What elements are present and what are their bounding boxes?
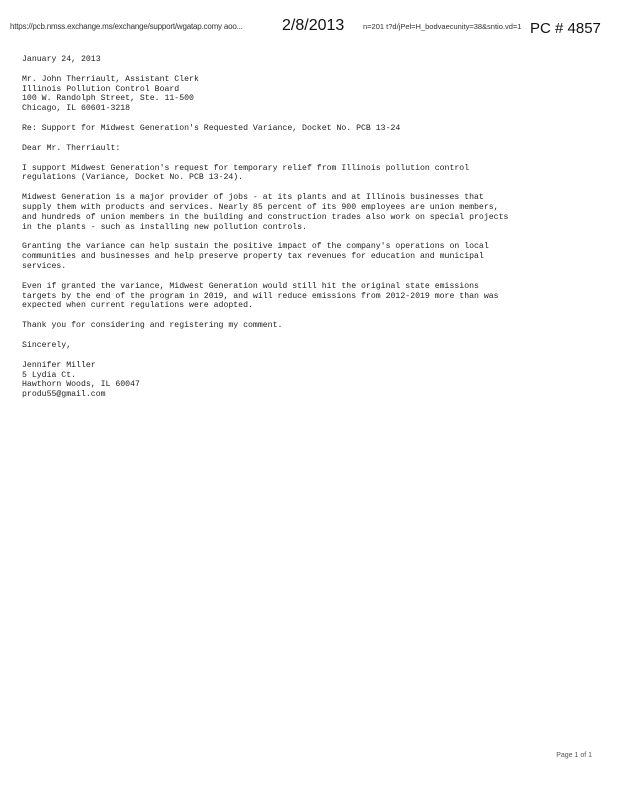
paragraph-line: Thank you for considering and registering my comment. [22,321,283,331]
public-comment-number: PC # 4857 [530,20,601,37]
header-url-tail: n=201 t?d/jPel=H_bodvaecunity=38&sntio.vd=1 [363,22,522,31]
paragraph-line: expected when current regulations were adopted. [22,301,253,311]
signature-block [22,361,582,400]
recipient-address [22,75,582,114]
page-number: Page 1 of 1 [556,752,592,759]
letter-date-block [22,55,582,65]
paragraph-line: Granting the variance can help sustain the positive impact of the company's operations on local [22,242,489,252]
letter-body [22,55,582,410]
paragraph-line: targets by the end of the program in 2019, and will reduce emissions from 2012-2019 more than was [22,291,499,301]
paragraph-line: Midwest Generation is a major provider of jobs - at its plants and at Illinois businesses that [22,193,484,203]
closing-block [22,341,582,351]
paragraph-line: communities and businesses and help preserve property tax revenues for education and municipal [22,252,484,262]
salutation-block [22,144,582,154]
fax-header [10,17,610,41]
subject-line-block [22,124,582,134]
paragraph-line: services. [22,261,67,271]
paragraph-line: supply them with products and services. Nearly 85 percent of its 900 employees are union members, [22,202,499,212]
address-line: Illinois Pollution Control Board [22,84,180,94]
paragraph [22,164,582,184]
signer-name: Jennifer Miller [22,360,96,370]
header-date: 2/8/2013 [282,17,345,34]
signer-email: produ55@gmail.com [22,390,106,400]
closing: Sincerely, [22,340,72,350]
address-line: 100 W. Randolph Street, Ste. 11-500 [22,94,194,104]
address-line: Mr. John Therriault, Assistant Clerk [22,74,199,84]
address-line: Chicago, IL 60601-3218 [22,104,131,114]
paragraph [22,321,582,331]
paragraph-line: I support Midwest Generation's request for temporary relief from Illinois pollution control [22,163,470,173]
paragraph [22,242,582,271]
paragraph-line: Even if granted the variance, Midwest Generation would still hit the original state emissions [22,281,479,291]
subject-line: Re: Support for Midwest Generation's Requested Variance, Docket No. PCB 13-24 [22,123,401,133]
letter-date: January 24, 2013 [22,55,101,64]
header-url: https://pcb.nmss.exchange.ms/exchange/support/wgatap.comy aoo... [10,22,243,31]
salutation: Dear Mr. Therriault: [22,143,121,153]
paragraph [22,282,582,311]
paragraph-line: regulations (Variance, Docket No. PCB 13-24). [22,173,244,183]
paragraph [22,193,582,232]
signer-street: 5 Lydia Ct. [22,370,77,380]
paragraph-line: in the plants - such as installing new pollution controls. [22,222,307,232]
signer-city: Hawthorn Woods, IL 60047 [22,380,140,390]
paragraph-line: and hundreds of union members in the building and construction trades also work on special projects [22,212,509,222]
